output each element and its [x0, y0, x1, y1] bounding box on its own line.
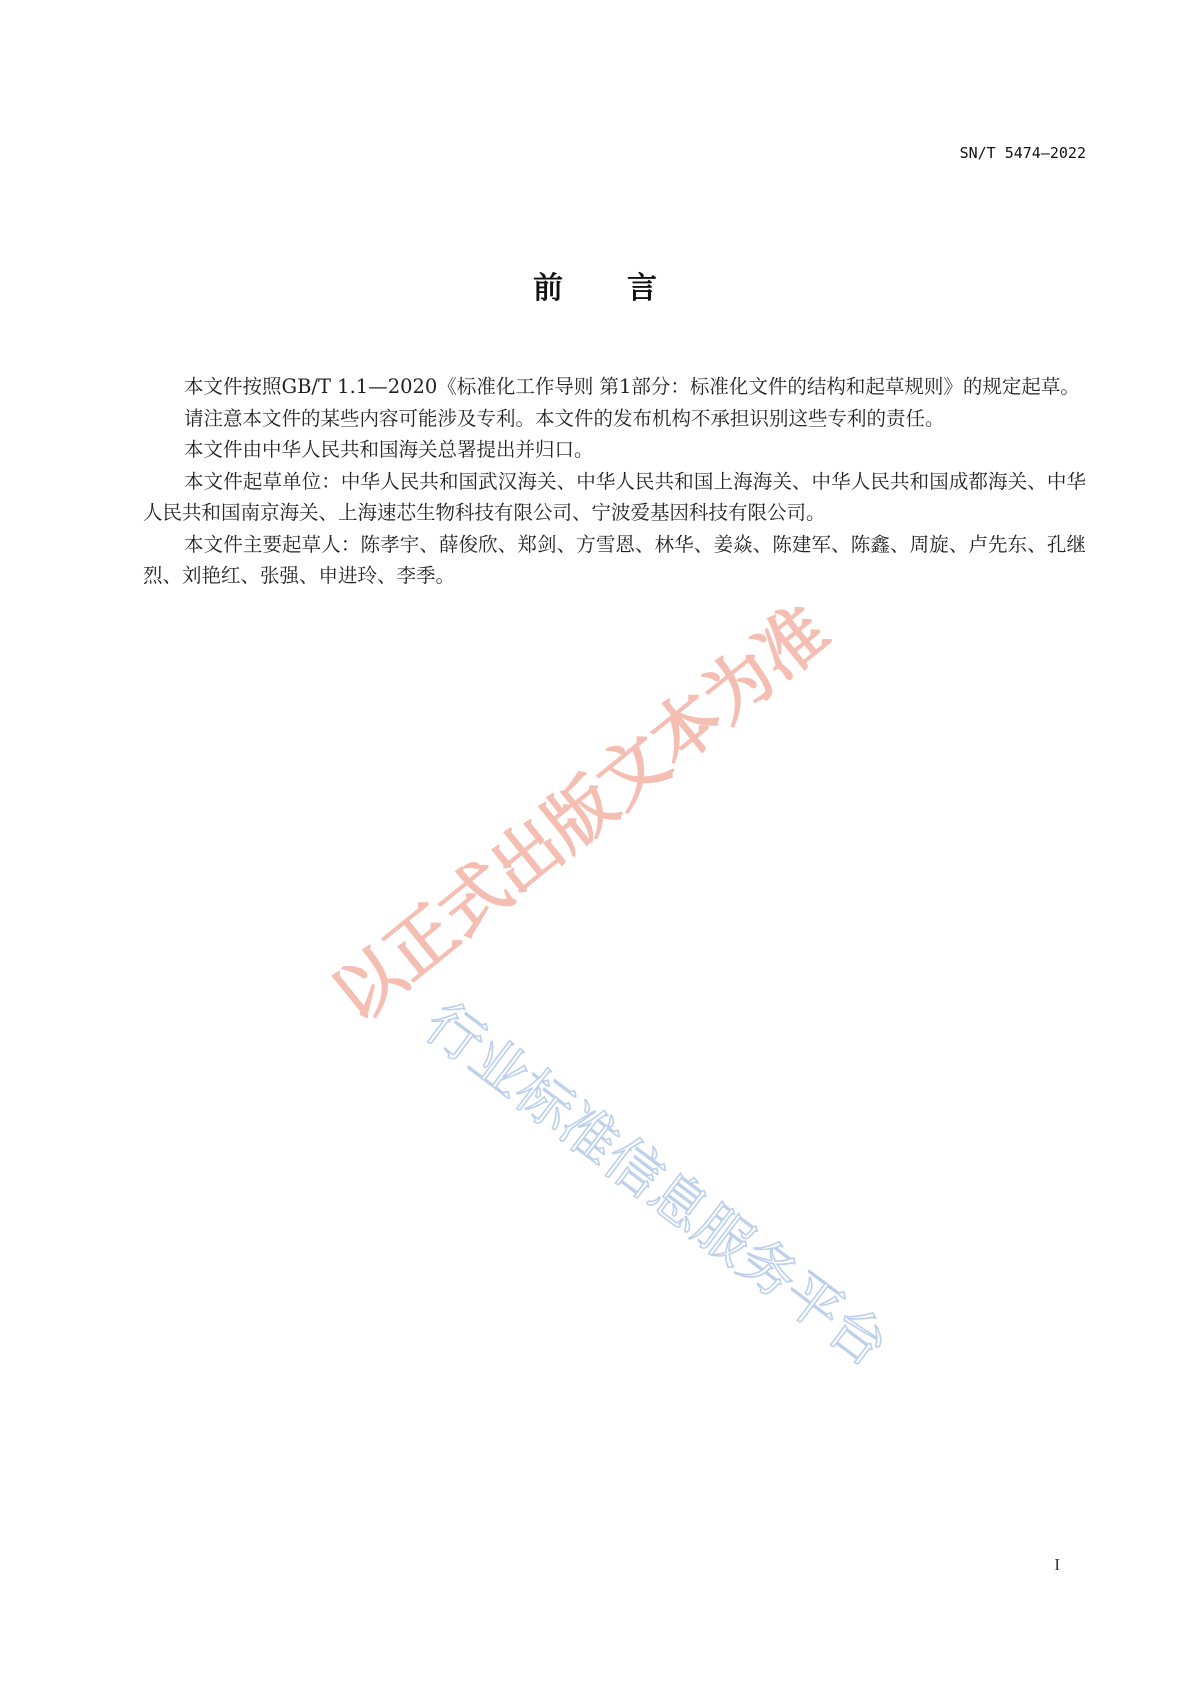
paragraph-patent-notice: 请注意本文件的某些内容可能涉及专利。本文件的发布机构不承担识别这些专利的责任。 — [184, 406, 945, 430]
watermark-platform-text: 行业标准信息服务平台 — [412, 990, 900, 1380]
watermark-official-text: 以正式出版文本为准 — [318, 591, 844, 1038]
paragraph-drafting-rules: 本文件按照GB/T 1.1—2020《标准化工作导则 第1部分：标准化文件的结构和起草规则》的规定起草。 — [184, 375, 1080, 398]
document-code: SN/T 5474—2022 — [959, 144, 1086, 162]
paragraph-drafting-units: 本文件起草单位：中华人民共和国武汉海关、中华人民共和国上海海关、中华人民共和国成都海关、中华人民共和国南京海关、上海速芯生物科技有限公司、宁波爱基因科技有限公司。 — [143, 469, 1086, 524]
paragraph-drafters: 本文件主要起草人：陈孝宇、薛俊欣、郑剑、方雪恩、林华、姜焱、陈建军、陈鑫、周旋、卢先东、孔继烈、刘艳红、张强、申进玲、李季。 — [143, 532, 1086, 587]
page-number: I — [1054, 1555, 1060, 1574]
paragraph-proposer: 本文件由中华人民共和国海关总署提出并归口。 — [184, 438, 594, 461]
page-title: 前言 — [533, 271, 721, 306]
foreword-body — [143, 371, 1086, 592]
